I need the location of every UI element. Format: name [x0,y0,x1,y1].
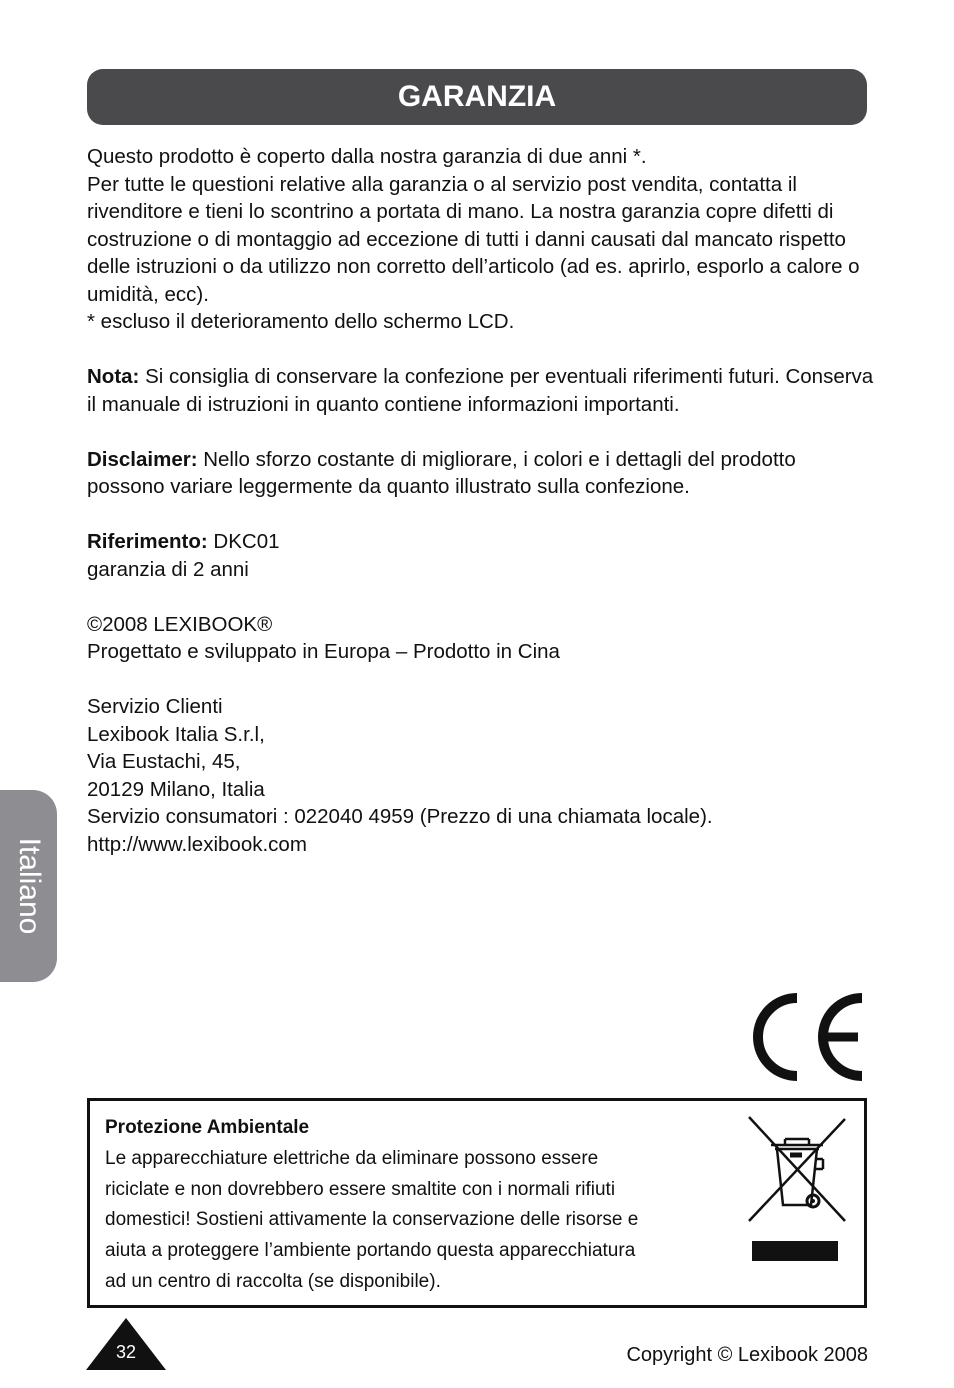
note-label: Nota: [87,365,140,388]
warranty-body [87,143,877,858]
disclaimer-paragraph [87,446,877,501]
note-paragraph [87,363,877,418]
note-text: Si consiglia di conservare la confezione per eventuali riferimenti futuri. Conserva il manuale di istruzioni in quanto contiene informazioni importanti. [87,365,874,416]
contact-phone: Servizio consumatori : 022040 4959 (Prezzo di una chiamata locale). [87,805,713,828]
intro-line: Questo prodotto è coperto dalla nostra garanzia di due anni *. [87,145,647,168]
environment-line: domestici! Sostieni attivamente la conservazione delle risorse e [105,1209,639,1231]
section-header [87,69,867,125]
environment-line: aiuta a proteggere l’ambiente portando questa apparecchiatura [105,1240,636,1262]
contact-name: Lexibook Italia S.r.l, [87,722,265,746]
reference-label: Riferimento: [87,530,208,553]
crossed-out-bin-icon [745,1115,849,1265]
lcd-footnote: * escluso il deterioramento dello schermo LCD. [87,310,515,333]
contact-city: 20129 Milano, Italia [87,777,265,801]
environment-line: Le apparecchiature elettriche da eliminare possono essere [105,1147,599,1169]
contact-street: Via Eustachi, 45, [87,750,241,773]
language-tab-label: Italiano [12,837,46,935]
reference-value: DKC01 [207,530,280,553]
language-tab [0,790,57,982]
section-title: GARANZIA [397,80,557,113]
environment-title: Protezione Ambientale [105,1117,310,1138]
environment-notice [87,1098,867,1308]
company-origin: Progettato e sviluppato in Europa – Prodotto in Cina [87,640,560,663]
contact-website[interactable]: http://www.lexibook.com [87,832,307,856]
disclaimer-text: Nello sforzo costante di migliorare, i colori e i dettagli del prodotto possono variare leggermente da quanto illustrato sulla confezione. [87,447,796,498]
reference-line [87,528,877,556]
environment-line: ad un centro di raccolta (se disponibile). [105,1270,441,1292]
ce-mark-icon [742,992,868,1082]
disclaimer-label: Disclaimer: [87,447,198,471]
footer-copyright: Copyright © Lexibook 2008 [626,1344,868,1366]
intro-paragraph: Per tutte le questioni relative alla garanzia o al servizio post vendita, contatta il rivenditore e tieni lo scontrino a portata di mano. La nostra garanzia copre difetti di costruzione o di montaggio ad eccezione di tutti i danni causati dal mancato rispetto delle istruzioni o da utilizzo non corretto dell’articolo (ad es. aprirlo, esporlo a calore o umidità, ecc). [87,172,860,306]
page-number: 32 [115,1342,137,1362]
company-copyright: ©2008 LEXIBOOK® [87,612,273,636]
contact-service: Servizio Clienti [87,695,223,718]
warranty-duration: garanzia di 2 anni [87,557,249,581]
environment-line: riciclate e non dovrebbero essere smaltite con i normali rifiuti [105,1178,616,1200]
